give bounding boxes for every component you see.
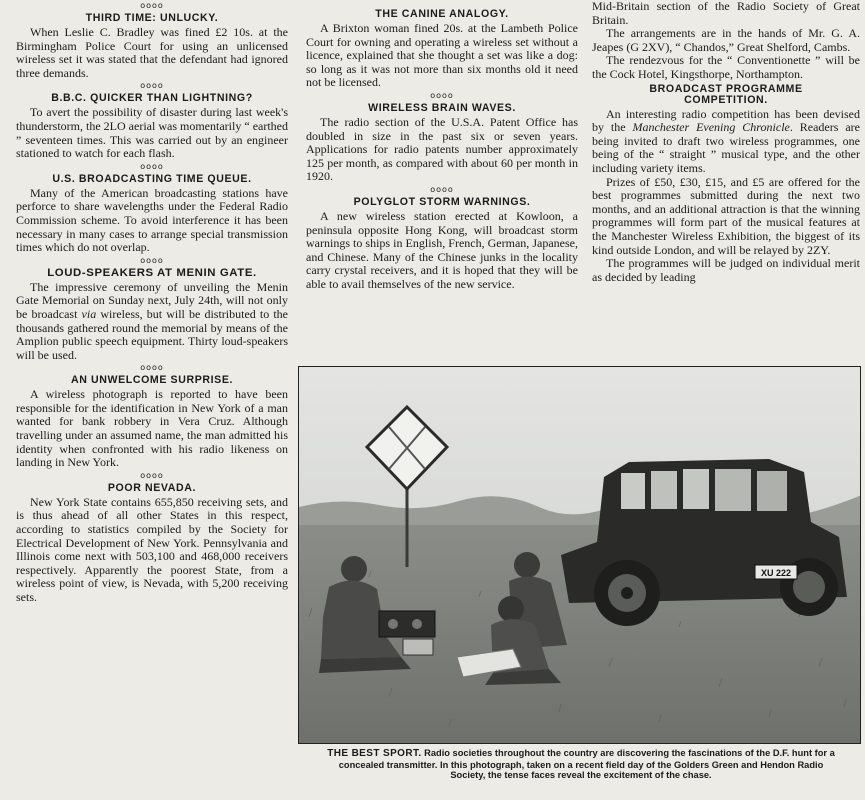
ornament: oooo: [140, 470, 164, 480]
article-heading: POOR NEVADA.: [107, 481, 197, 494]
continued-text: The arrangements are in the hands of Mr. G. A. Jeapes (G 2XV), “ Chandos,” Great Shelford, Cambs.: [592, 26, 860, 54]
article-body: A new wireless station erected at Kowloon, a peninsula opposite Hong Kong, will broadcast storm warnings to ships in English, French, German, Japanese, and Chinese. Many of the Chinese junks in the locality carry crystal receivers, and it is hoped that they will be able to avail themselves of the new service.: [306, 208, 578, 291]
ornament: oooo: [140, 81, 164, 91]
ornament: oooo: [430, 184, 454, 194]
continued-text: Mid-Britain section of the Radio Society of Great Britain.: [592, 0, 860, 27]
article-heading: AN UNWELCOME SURPRISE.: [70, 374, 234, 387]
article-us-time-queue: [16, 173, 288, 266]
article-body: A Brixton woman fined 20s. at the Lambeth Police Court for owning and operating a wireless set without a licence, explained that she thought a set was like a dog: so long as it was not more than six months old it need not be licensed.: [306, 21, 578, 90]
article-heading: LOUD-SPEAKERS AT MENIN GATE.: [47, 266, 257, 279]
article-third-time: [16, 12, 288, 91]
article-canine-analogy: [306, 8, 578, 101]
ornament: oooo: [140, 363, 164, 373]
field-day-photograph: [298, 366, 861, 744]
article-heading: THE CANINE ANALOGY.: [375, 8, 509, 20]
article-body: New York State contains 655,850 receiving sets, and is thus ahead of all other States in this respect, according to statistics compiled by the Society for Electrical Development of New York. Pennsylvania and Illinois come next with 503,100 and 468,000 receivers respectively. Apparently the poorest State, from a wireless point of view, is Nevada, with 5,200 receiving sets.: [16, 494, 288, 604]
article-poor-nevada: [16, 482, 288, 605]
article-body: When Leslie C. Bradley was fined £2 10s. at the Birmingham Police Court for using an unlicensed wireless set it was stated that the defendant had ignored three demands.: [16, 25, 288, 80]
photo-caption: [322, 748, 840, 781]
article-programme-competition: [592, 84, 860, 285]
article-body: To avert the possibility of disaster during last week's thunderstorm, the 2LO aerial was momentarily “ earthed ” seventeen times. This was carried out by an engineer stationed to watch for each flash.: [16, 105, 288, 161]
article-brain-waves: [306, 102, 578, 195]
article-body: The programmes will be judged on individual merit as decided by leading: [592, 256, 860, 284]
column-middle: [306, 0, 578, 370]
article-heading: THIRD TIME: UNLUCKY.: [85, 12, 219, 24]
article-unwelcome-surprise: [16, 374, 288, 481]
article-body: The radio section of the U.S.A. Patent Office has doubled in size in the past six or seven years. Applications for radio patents number approximately 125 per month, as compared with about 60 per month in 1920.: [306, 114, 578, 184]
column-right: [592, 0, 860, 370]
ornament: oooo: [140, 1, 164, 10]
article-storm-warnings: [306, 196, 578, 292]
continued-text: The rendezvous for the “ Conventionette ” will be the Cock Hotel, Kingsthorpe, Northampton.: [592, 53, 860, 81]
ornament: oooo: [140, 161, 164, 171]
ornament: oooo: [430, 90, 454, 100]
article-heading: U.S. BROADCASTING TIME QUEUE.: [52, 172, 252, 185]
article-body: A wireless photograph is reported to have been responsible for the identification in New York of a man wanted for bank robbery in Vera Cruz. Although travelling under an assumed name, the man admitted his identity when confronted with his radio likeness on landing in New York.: [16, 387, 288, 470]
article-heading: POLYGLOT STORM WARNINGS.: [353, 195, 531, 208]
license-plate: XU 222: [760, 568, 792, 578]
ornament: oooo: [140, 255, 164, 265]
article-body: Many of the American broadcasting stations have perforce to share wavelengths under the Federal Radio Commission scheme. To avoid interference it has been necessary in many cases to arrange special transmission times which do not overlap.: [16, 185, 288, 255]
caption-title: THE BEST SPORT.: [327, 748, 422, 759]
article-body: An interesting radio competition has been devised by the Manchester Evening Chronicle. Readers are being invited to draft two wireless programmes, one being of the “ straight ” musical type, and the other including variety items.: [592, 106, 860, 175]
article-heading: WIRELESS BRAIN WAVES.: [368, 101, 516, 114]
article-heading: BROADCAST PROGRAMME COMPETITION.: [649, 82, 803, 107]
article-body: The impressive ceremony of unveiling the Menin Gate Memorial on Sunday next, July 24th, will not only be broadcast via wireless, but will be distributed to the thousands gathered round the memorial by means of the Amplion public speech equipment. Thirty loud-speakers will be used.: [16, 279, 288, 362]
column-left: [16, 0, 288, 800]
article-heading: B.B.C. QUICKER THAN LIGHTNING?: [51, 92, 253, 105]
caption-body: Radio societies throughout the country are discovering the fascinations of the D.F. hunt for a concealed transmitter. In this photograph, taken on a recent field day of the Golders Green and Hendon Radio Society, the tense faces reveal the excitement of the chase.: [338, 748, 835, 781]
article-menin-gate: [16, 267, 288, 374]
article-bbc-lightning: [16, 92, 288, 171]
article-body: Prizes of £50, £30, £15, and £5 are offered for the best programmes submitted during the next two months, and an additional attraction is that the winning programmes will form part of the musical features at the Manchester Wireless Exhibition, the biggest of its kind outside London, and will be relayed by 2ZY.: [592, 174, 860, 257]
